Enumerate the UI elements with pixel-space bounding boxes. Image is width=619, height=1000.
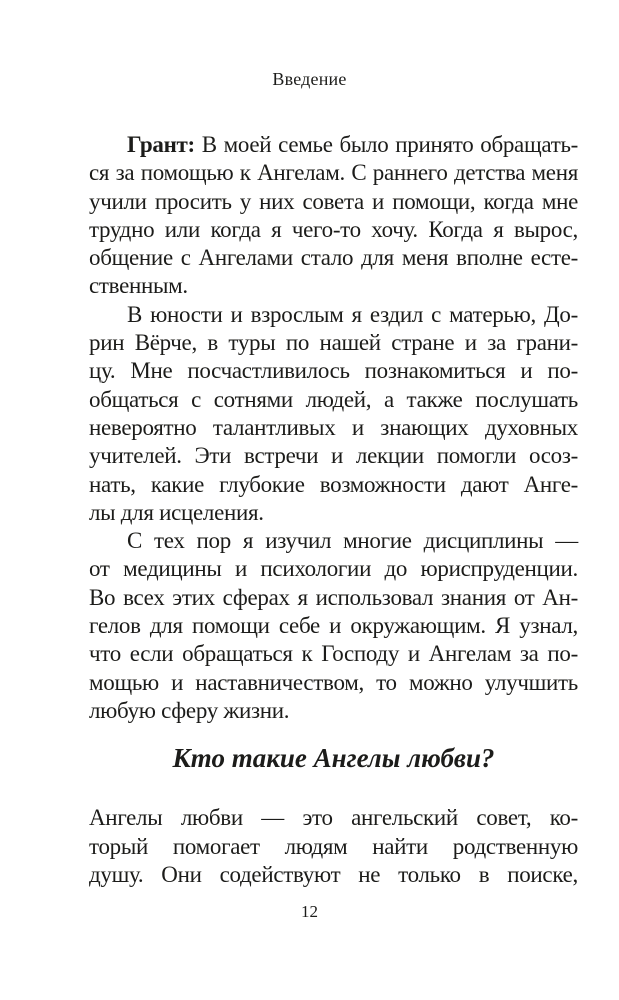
text-line: Во всех этих сферах я использовал знания от Ан- — [89, 584, 578, 610]
text-line: торый помогает людям найти родственную — [89, 833, 578, 859]
page-number: 12 — [301, 902, 318, 921]
text-line: рин Вёрче, в туры по нашей стране и за грани- — [89, 330, 578, 356]
text-line: Ангелы любви — это ангельский совет, ко- — [89, 805, 578, 831]
text-line: любую сферу жизни. — [89, 697, 290, 723]
bold-lead: Грант: — [127, 132, 195, 157]
text-line: душу. Они содействуют не только в поиске, — [89, 861, 578, 887]
paragraph — [89, 804, 578, 889]
text-line: от медицины и психологии до юриспруденции. — [89, 556, 578, 582]
text-line: В юности и взрослым я ездил с матерью, До- — [127, 301, 578, 327]
text-line: общаться с сотнями людей, а также послушать — [89, 386, 578, 412]
text-line: трудно или когда я чего-то хочу. Когда я вырос, — [89, 216, 578, 242]
paragraph — [89, 301, 578, 527]
section-heading: Кто такие Ангелы любви? — [172, 743, 495, 774]
text-line: лы для исцеления. — [89, 499, 264, 525]
text-line: С тех пор я изучил многие дисциплины — — [127, 528, 578, 554]
text-line: невероятно талантливых и знающих духовных — [89, 414, 578, 440]
text-line: учителей. Эти встречи и лекции помогли осоз- — [89, 443, 578, 469]
body-text — [89, 131, 578, 889]
text-line: что если обращаться к Господу и Ангелам за по- — [89, 641, 578, 667]
text-line: учили просить у них совета и помощи, когда мне — [89, 188, 578, 214]
running-header: Введение — [272, 69, 347, 89]
text-line: мощью и наставничеством, то можно улучшить — [89, 669, 578, 695]
text-line: ся за помощью к Ангелам. С раннего детства меня — [89, 160, 578, 186]
text-line: ственным. — [89, 273, 188, 299]
text-line: Грант: В моей семье было принято обращать- — [127, 132, 578, 157]
paragraph — [89, 131, 578, 301]
text-line: цу. Мне посчастливилось познакомиться и по- — [89, 358, 578, 384]
text-line: общение с Ангелами стало для меня вполне есте- — [89, 245, 578, 271]
text-line: нать, какие глубокие возможности дают Анге- — [89, 471, 578, 497]
paragraph — [89, 527, 578, 725]
text-line: гелов для помощи себе и окружающим. Я узнал, — [89, 613, 578, 639]
